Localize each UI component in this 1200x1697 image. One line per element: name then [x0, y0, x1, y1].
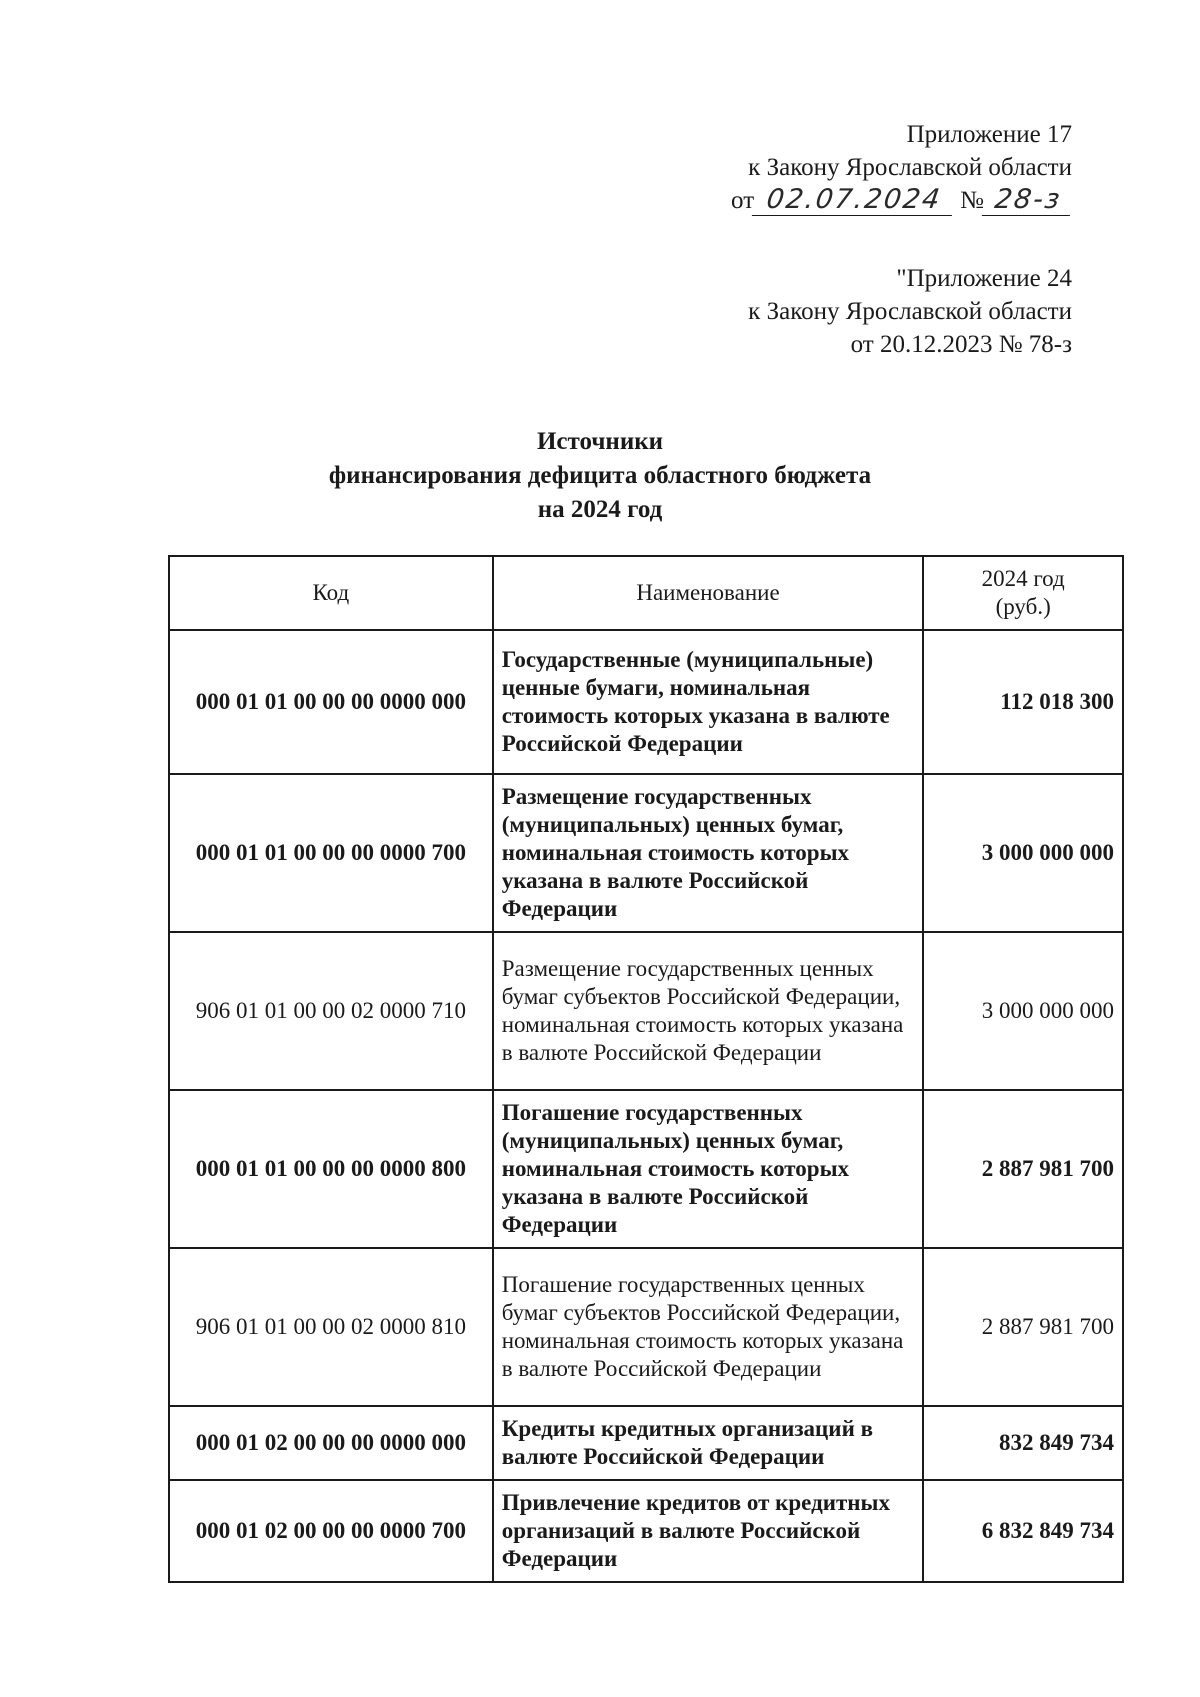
handwritten-date: 02.07.2024	[752, 185, 956, 216]
row-code: 000 01 01 00 00 00 0000 700	[169, 774, 493, 932]
column-header-code: Код	[169, 556, 493, 630]
row-name: Размещение государственных (муниципальных) ценных бумаг, номинальная стоимость которых указана в валюте Российской Федерации	[493, 774, 924, 932]
annex-24-law-reference: к Закону Ярославской области	[748, 298, 1072, 325]
annex-24-title: "Приложение 24	[896, 265, 1072, 292]
row-code: 906 01 01 00 00 02 0000 810	[169, 1248, 493, 1406]
row-amount: 2 887 981 700	[923, 1248, 1123, 1406]
row-name: Погашение государственных ценных бумаг субъектов Российской Федерации, номинальная стоимость которых указана в валюте Российской Федерации	[493, 1248, 924, 1406]
row-name: Государственные (муниципальные) ценные бумаги, номинальная стоимость которых указана в валюте Российской Федерации	[493, 630, 924, 774]
table-row	[169, 1090, 1123, 1248]
annex-17-header	[731, 118, 1072, 217]
date-prefix: от	[731, 187, 755, 214]
row-amount: 3 000 000 000	[923, 932, 1123, 1090]
row-amount: 112 018 300	[923, 630, 1123, 774]
number-sign: №	[960, 187, 984, 214]
row-amount: 6 832 849 734	[923, 1480, 1123, 1582]
table-header-row	[169, 556, 1123, 630]
handwritten-number: 28-з	[982, 185, 1074, 216]
amount-header-unit: (руб.)	[995, 594, 1051, 619]
title-line-3: на 2024 год	[537, 496, 663, 523]
table-row	[169, 1248, 1123, 1406]
law-date-number-line	[731, 184, 1072, 217]
row-code: 906 01 01 00 00 02 0000 710	[169, 932, 493, 1090]
annex-17-law-reference: к Закону Ярославской области	[748, 154, 1072, 181]
row-name: Размещение государственных ценных бумаг субъектов Российской Федерации, номинальная стоимость которых указана в валюте Российской Федерации	[493, 932, 924, 1090]
title-line-2: финансирования дефицита областного бюджета	[328, 462, 872, 489]
financing-sources-table	[168, 555, 1124, 1583]
table-row	[169, 1406, 1123, 1480]
table-row	[169, 932, 1123, 1090]
column-header-amount	[923, 556, 1123, 630]
row-amount: 832 849 734	[923, 1406, 1123, 1480]
row-name: Кредиты кредитных организаций в валюте Российской Федерации	[493, 1406, 924, 1480]
row-code: 000 01 01 00 00 00 0000 000	[169, 630, 493, 774]
row-amount: 3 000 000 000	[923, 774, 1123, 932]
annex-24-header	[748, 262, 1072, 361]
row-code: 000 01 02 00 00 00 0000 000	[169, 1406, 493, 1480]
row-code: 000 01 02 00 00 00 0000 700	[169, 1480, 493, 1582]
table-row	[169, 1480, 1123, 1582]
row-amount: 2 887 981 700	[923, 1090, 1123, 1248]
row-name: Привлечение кредитов от кредитных организаций в валюте Российской Федерации	[493, 1480, 924, 1582]
row-code: 000 01 01 00 00 00 0000 800	[169, 1090, 493, 1248]
annex-17-title: Приложение 17	[906, 121, 1072, 148]
row-name: Погашение государственных (муниципальных) ценных бумаг, номинальная стоимость которых указана в валюте Российской Федерации	[493, 1090, 924, 1248]
document-title	[0, 425, 1200, 527]
title-line-1: Источники	[536, 428, 664, 455]
amount-header-year: 2024 год	[981, 566, 1065, 591]
table-row	[169, 774, 1123, 932]
table-row	[169, 630, 1123, 774]
annex-24-law-date: от 20.12.2023 № 78-з	[850, 331, 1072, 358]
column-header-name: Наименование	[493, 556, 924, 630]
